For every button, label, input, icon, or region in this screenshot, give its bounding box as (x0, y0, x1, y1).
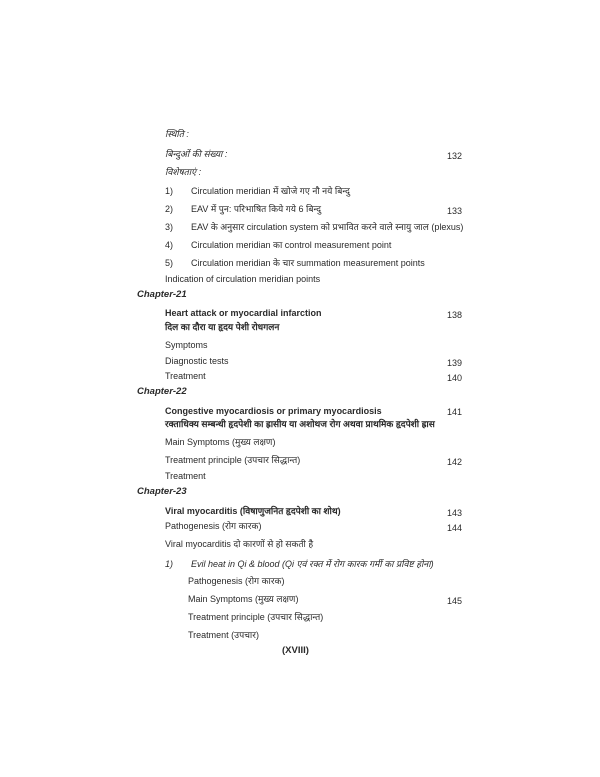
page-number: 143 (446, 508, 462, 518)
toc-entry: स्थिति : (165, 129, 189, 139)
list-number: 4) (165, 240, 174, 250)
toc-entry: Treatment principle (उपचार सिद्धान्त) (165, 455, 301, 465)
toc-entry (165, 221, 463, 233)
page-number: 140 (446, 373, 462, 383)
page-number: 133 (446, 206, 462, 216)
toc-entry (165, 558, 434, 570)
list-number: 1) (165, 559, 174, 569)
page-number: 132 (446, 151, 462, 161)
toc-entry: Viral myocarditis (विषाणुजनित हृदपेशी का शोथ) (165, 506, 341, 516)
toc-entry: Treatment (उपचार) (188, 630, 259, 640)
toc-entry: Pathogenesis (रोग कारक) (188, 576, 285, 586)
toc-entry: Congestive myocardiosis or primary myocardiosis (165, 406, 382, 416)
toc-entry: Treatment principle (उपचार सिद्धान्त) (188, 612, 324, 622)
toc-entry: Symptoms (165, 340, 208, 350)
toc-entry: Viral myocarditis दो कारणों से हो सकती है (165, 539, 314, 549)
list-number: 2) (165, 204, 174, 214)
toc-entry: दिल का दौरा या हृदय पेशी रोधगलन (165, 322, 280, 332)
entry-text: Circulation meridian का control measurement point (191, 240, 392, 250)
chapter-heading: Chapter-21 (137, 289, 187, 300)
entry-text: Circulation meridian में खोजे गए नौ नये बिन्दु (191, 186, 350, 196)
page-number: 141 (446, 407, 462, 417)
page-number: 142 (446, 457, 462, 467)
toc-entry (165, 239, 391, 251)
toc-entry (165, 203, 321, 215)
toc-entry (165, 257, 425, 269)
entry-text: Evil heat in Qi & blood (Qi एवं रक्त में रोग कारक गर्मी का प्रविष्ट होना) (191, 559, 434, 569)
page-number: 145 (446, 596, 462, 606)
toc-entry: Diagnostic tests (165, 356, 229, 366)
page-number: 144 (446, 523, 462, 533)
toc-entry: Heart attack or myocardial infarction (165, 308, 322, 318)
list-number: 3) (165, 222, 174, 232)
toc-entry: Main Symptoms (मुख्य लक्षण) (165, 437, 276, 447)
chapter-heading: Chapter-22 (137, 386, 187, 397)
entry-text: EAV के अनुसार circulation system को प्रभावित करने वाले स्नायु जाल (plexus) (191, 222, 464, 232)
page-number: 138 (446, 310, 462, 320)
toc-entry: Pathogenesis (रोग कारक) (165, 521, 262, 531)
toc-entry (165, 185, 350, 197)
toc-entry: बिन्दुओं की संख्या : (165, 149, 228, 159)
toc-entry: रक्ताधिक्य सम्बन्धी हृदपेशी का ह्रासीय या अशोथज रोग अथवा प्राथमिक हृदपेशी ह्रास (165, 419, 435, 429)
toc-entry: Treatment (165, 471, 206, 481)
page-footer-number: (XVIII) (282, 645, 309, 656)
toc-entry: विशेषताएं : (165, 167, 202, 177)
chapter-heading: Chapter-23 (137, 486, 187, 497)
list-number: 1) (165, 186, 174, 196)
toc-entry: Treatment (165, 371, 206, 381)
page-number: 139 (446, 358, 462, 368)
entry-text: EAV में पुन: परिभाषित किये गये 6 बिन्दु (191, 204, 322, 214)
toc-entry: Indication of circulation meridian points (165, 274, 321, 284)
toc-entry: Main Symptoms (मुख्य लक्षण) (188, 594, 299, 604)
entry-text: Circulation meridian के चार summation measurement points (191, 258, 425, 268)
list-number: 5) (165, 258, 174, 268)
